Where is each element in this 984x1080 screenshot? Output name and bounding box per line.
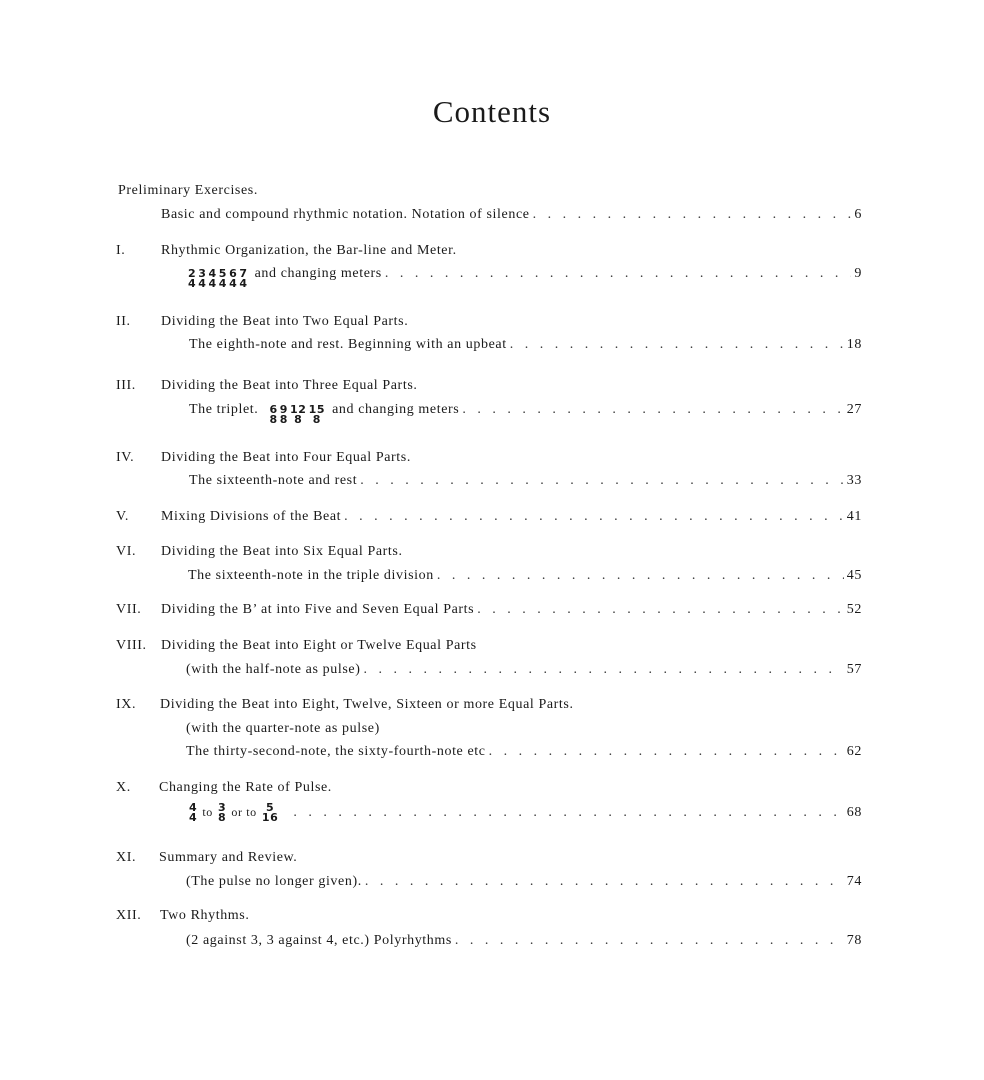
chapter-subline — [189, 401, 862, 425]
chapter-subline — [189, 336, 862, 354]
page-number: 57 — [846, 662, 862, 677]
leader-dots — [489, 743, 844, 761]
chapter-title: Summary and Review. — [159, 850, 298, 865]
chapter-title: Changing the Rate of Pulse. — [159, 780, 332, 795]
chapter-title: Mixing Divisions of the Beat — [161, 509, 342, 524]
prelim-heading: Preliminary Exercises. — [118, 183, 258, 198]
page-number: 9 — [854, 266, 862, 281]
chapter-number: V. — [116, 509, 130, 524]
leader-dots — [365, 873, 844, 891]
time-signature: 6 4 — [229, 267, 238, 290]
chapter-subline — [186, 932, 862, 950]
time-signatures — [269, 405, 327, 425]
chapter-title: Rhythmic Organization, the Bar-line and Meter. — [161, 243, 457, 258]
leader-dots — [363, 661, 843, 679]
page-number: 6 — [854, 207, 862, 222]
subline-text: The sixteenth-note in the triple division — [188, 568, 434, 583]
time-signature: 3 4 — [198, 267, 207, 290]
page-number: 45 — [846, 568, 862, 583]
chapter-number: IX. — [116, 697, 137, 712]
chapter-number: X. — [116, 780, 131, 795]
subline-text: (2 against 3, 3 against 4, etc.) Polyrhythms — [186, 933, 452, 948]
subline-text: 2 4 3 4 4 4 5 4 6 4 7 4 and changing meters — [188, 266, 382, 290]
chapter-subline-1: (with the quarter-note as pulse) — [186, 721, 380, 736]
chapter-subline — [188, 567, 862, 585]
chapter-title: Dividing the B’ at into Five and Seven Equal Parts — [161, 602, 475, 617]
chapter-title: Dividing the Beat into Three Equal Parts. — [161, 378, 418, 393]
prelim-line — [161, 206, 862, 224]
chapter-title: Dividing the Beat into Six Equal Parts. — [161, 544, 403, 559]
chapter-title: Dividing the Beat into Eight, Twelve, Sixteen or more Equal Parts. — [160, 697, 574, 712]
chapter-title: Dividing the Beat into Four Equal Parts. — [161, 450, 411, 465]
chapter-number: IV. — [116, 450, 135, 465]
time-signature: 2 4 — [188, 267, 197, 290]
leader-dots — [462, 401, 843, 419]
leader-dots — [533, 206, 852, 224]
time-signature: 4 4 — [208, 267, 217, 290]
page-number: 27 — [846, 402, 862, 417]
chapter-number: VII. — [116, 602, 142, 617]
chapter-line — [161, 508, 862, 526]
chapter-number: II. — [116, 314, 131, 329]
chapter-subline — [186, 873, 862, 891]
page-number: 78 — [846, 933, 862, 948]
subline-text: (with the half-note as pulse) — [186, 662, 361, 677]
leader-dots — [437, 567, 844, 585]
page-number: 41 — [846, 509, 862, 524]
chapter-title: Two Rhythms. — [160, 908, 250, 923]
page-number: 33 — [846, 473, 862, 488]
time-signature: 5 16 — [261, 801, 279, 824]
leader-dots — [360, 472, 844, 490]
leader-dots — [385, 265, 852, 283]
chapter-line — [161, 601, 862, 619]
subline-text: The eighth-note and rest. Beginning with an upbeat — [189, 337, 507, 352]
leader-dots — [344, 508, 844, 526]
time-signature: 4 4 — [189, 801, 198, 824]
subline-text: The sixteenth-note and rest — [189, 473, 358, 488]
subline-text: The triplet. 6 8 9 8 12 8 15 8 and changing meters — [189, 402, 460, 426]
page-number: 74 — [846, 874, 862, 889]
chapter-subline — [186, 661, 862, 679]
page-title: Contents — [432, 94, 552, 129]
chapter-number: III. — [116, 378, 136, 393]
page-number: 62 — [846, 744, 862, 759]
page-number: 52 — [846, 602, 862, 617]
chapter-number: VI. — [116, 544, 137, 559]
chapter-subline — [187, 265, 862, 289]
leader-dots — [477, 601, 844, 619]
chapter-number: I. — [116, 243, 126, 258]
chapter-title: Dividing the Beat into Eight or Twelve Equal Parts — [161, 638, 477, 653]
subline-text: (The pulse no longer given). — [186, 874, 362, 889]
time-signature: 12 8 — [290, 403, 307, 426]
time-signature: 3 8 — [218, 801, 227, 824]
page-number: 18 — [846, 337, 862, 352]
chapter-subline — [188, 803, 862, 823]
time-signature: 6 8 — [269, 403, 278, 426]
page-number: 68 — [846, 805, 862, 821]
time-signatures — [187, 269, 249, 289]
chapter-number: VIII. — [116, 638, 147, 653]
prelim-sub: Basic and compound rhythmic notation. Notation of silence — [161, 207, 530, 222]
time-signature: 9 8 — [279, 403, 289, 426]
time-signature: 7 4 — [239, 267, 248, 290]
leader-dots — [293, 804, 843, 822]
chapter-title: Dividing the Beat into Two Equal Parts. — [161, 314, 409, 329]
chapter-number: XII. — [116, 908, 142, 923]
pulse-change: 4 4 to 3 8 or to 5 16 — [189, 801, 279, 824]
time-signature: 5 4 — [218, 267, 228, 290]
subline-text: The thirty-second-note, the sixty-fourth-note etc — [186, 744, 486, 759]
leader-dots — [510, 336, 844, 354]
chapter-subline — [186, 743, 862, 761]
chapter-number: XI. — [116, 850, 137, 865]
chapter-subline — [189, 472, 862, 490]
leader-dots — [455, 932, 844, 950]
time-signature: 15 8 — [308, 403, 326, 426]
